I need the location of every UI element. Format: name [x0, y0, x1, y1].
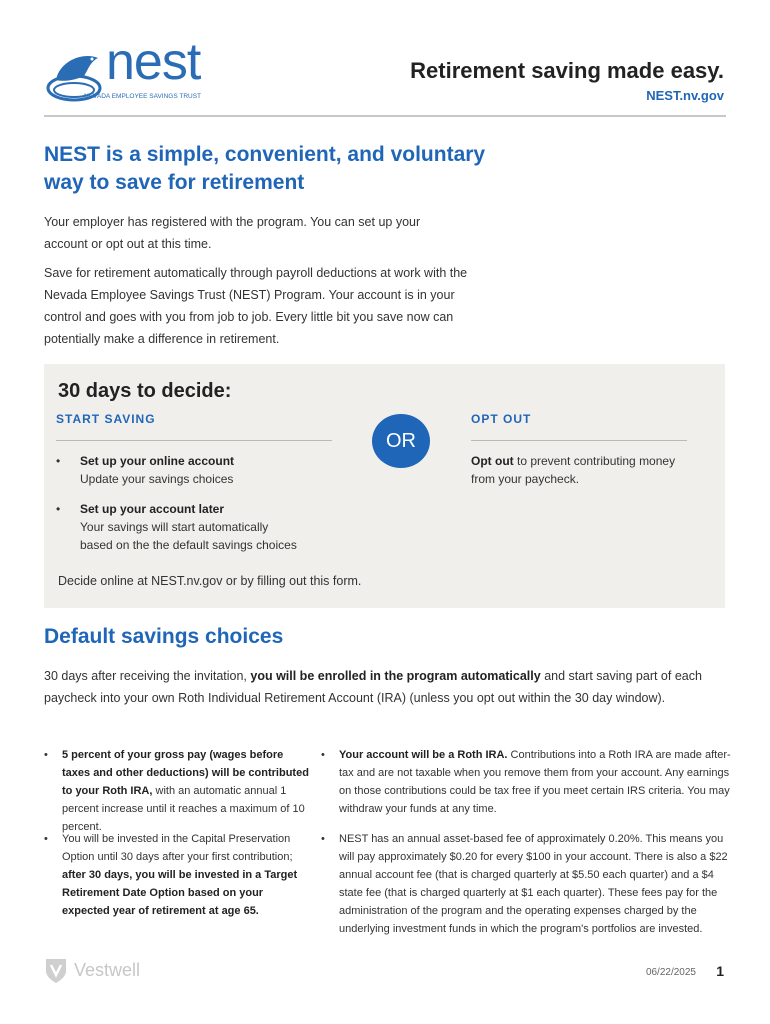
vestwell-shield-icon: [44, 957, 68, 985]
bullet-subtext: Your savings will start automatically: [80, 520, 269, 534]
decide-title: 30 days to decide:: [58, 380, 232, 402]
page-number: 1: [716, 963, 724, 979]
defaults-intro-post: and start saving part of each paycheck into your own Roth Individual Retirement Account (IRA) (unless you opt out within the 30 day window).: [44, 669, 702, 705]
bullet-title: Set up your account later: [80, 502, 225, 516]
logo-wordmark: nest: [106, 33, 201, 91]
bullet-subtext: based on the the default savings choices: [80, 538, 297, 552]
cell-text: with an automatic annual 1 percent increase until it reaches a maximum of 10 percent.: [62, 785, 305, 833]
header-divider: [44, 115, 726, 117]
defaults-intro-bold: you will be enrolled in the program automatically: [250, 669, 541, 683]
bullet-icon: •: [44, 749, 48, 761]
cell-bold: after 30 days, you will be invested in a Target Retirement Date Option based on your expected year of retirement at age 65.: [62, 869, 298, 917]
decide-footer: Decide online at NEST.nv.gov or by filling out this form.: [58, 574, 362, 588]
opt-out-rule: [471, 440, 687, 441]
bullet-title: Set up your online account: [80, 454, 235, 468]
intro-title: NEST is a simple, convenient, and voluntary way to save for retirement: [44, 143, 486, 194]
vestwell-logo: [44, 957, 164, 987]
start-saving-rule: [56, 440, 332, 441]
cell-text: NEST has an annual asset-based fee of approximately 0.20%. This means you will pay approximately $0.20 for every $100 in your account. There is also a $22 annual account fee (that is charged quarterly at $5.50 each quarter) and a $4 state fee (that is charged quarterly at $1 each quarter). These fees pay for the administration of the program and the operating expenses charged by the underlying investment funds in which the program's portfolios are invested.: [339, 833, 728, 935]
intro-paragraph-1: Your employer has registered with the program. You can set up your account or opt out at this time.: [44, 215, 421, 251]
intro-paragraph-2: Save for retirement automatically through payroll deductions at work with the Nevada Employee Savings Trust (NEST) Program. Your account is in your control and goes with you from job to job. Every little bit you save now can potentially make a difference in retirement.: [44, 266, 468, 346]
site-link[interactable]: NEST.nv.gov: [646, 88, 724, 103]
bullet-icon: •: [44, 833, 48, 845]
cell-bold: 5 percent of your gross pay (wages before taxes and other deductions) will be contributed to your Roth IRA,: [62, 749, 309, 797]
nest-logo: [44, 33, 214, 104]
defaults-title: Default savings choices: [44, 625, 284, 648]
document-date: 06/22/2025: [645, 967, 696, 978]
decide-panel: [44, 364, 725, 608]
start-saving-heading: START SAVING: [56, 412, 156, 426]
cell-text: You will be invested in the Capital Preservation Option until 30 days after your first contribution;: [62, 833, 293, 863]
bullet-subtext: Update your savings choices: [80, 472, 234, 486]
bullet-icon: •: [321, 833, 325, 845]
header-tagline: Retirement saving made easy.: [410, 58, 724, 83]
vestwell-wordmark: Vestwell: [74, 960, 141, 980]
defaults-intro-pre: 30 days after receiving the invitation,: [44, 669, 251, 683]
logo-tagline: NEVADA EMPLOYEE SAVINGS TRUST: [84, 93, 202, 100]
or-badge: OR: [372, 414, 430, 468]
defaults-intro: [44, 665, 724, 709]
cell-text: Contributions into a Roth IRA are made after-tax and are not taxable when you remove them from your account. Any earnings on those contributions could be tax free if you meet certain IRS criteria. You may withdraw your funds at any time.: [339, 749, 731, 815]
opt-out-heading: OPT OUT: [471, 412, 532, 426]
opt-out-rest: to prevent contributing money from your paycheck.: [471, 454, 676, 486]
cell-bold: Your account will be a Roth IRA.: [339, 749, 508, 761]
opt-out-description: [471, 452, 701, 488]
bullet-icon: •: [321, 749, 325, 761]
bullet-icon: •: [56, 454, 61, 468]
bullet-icon: •: [56, 502, 61, 516]
opt-out-bold: Opt out: [471, 454, 514, 468]
